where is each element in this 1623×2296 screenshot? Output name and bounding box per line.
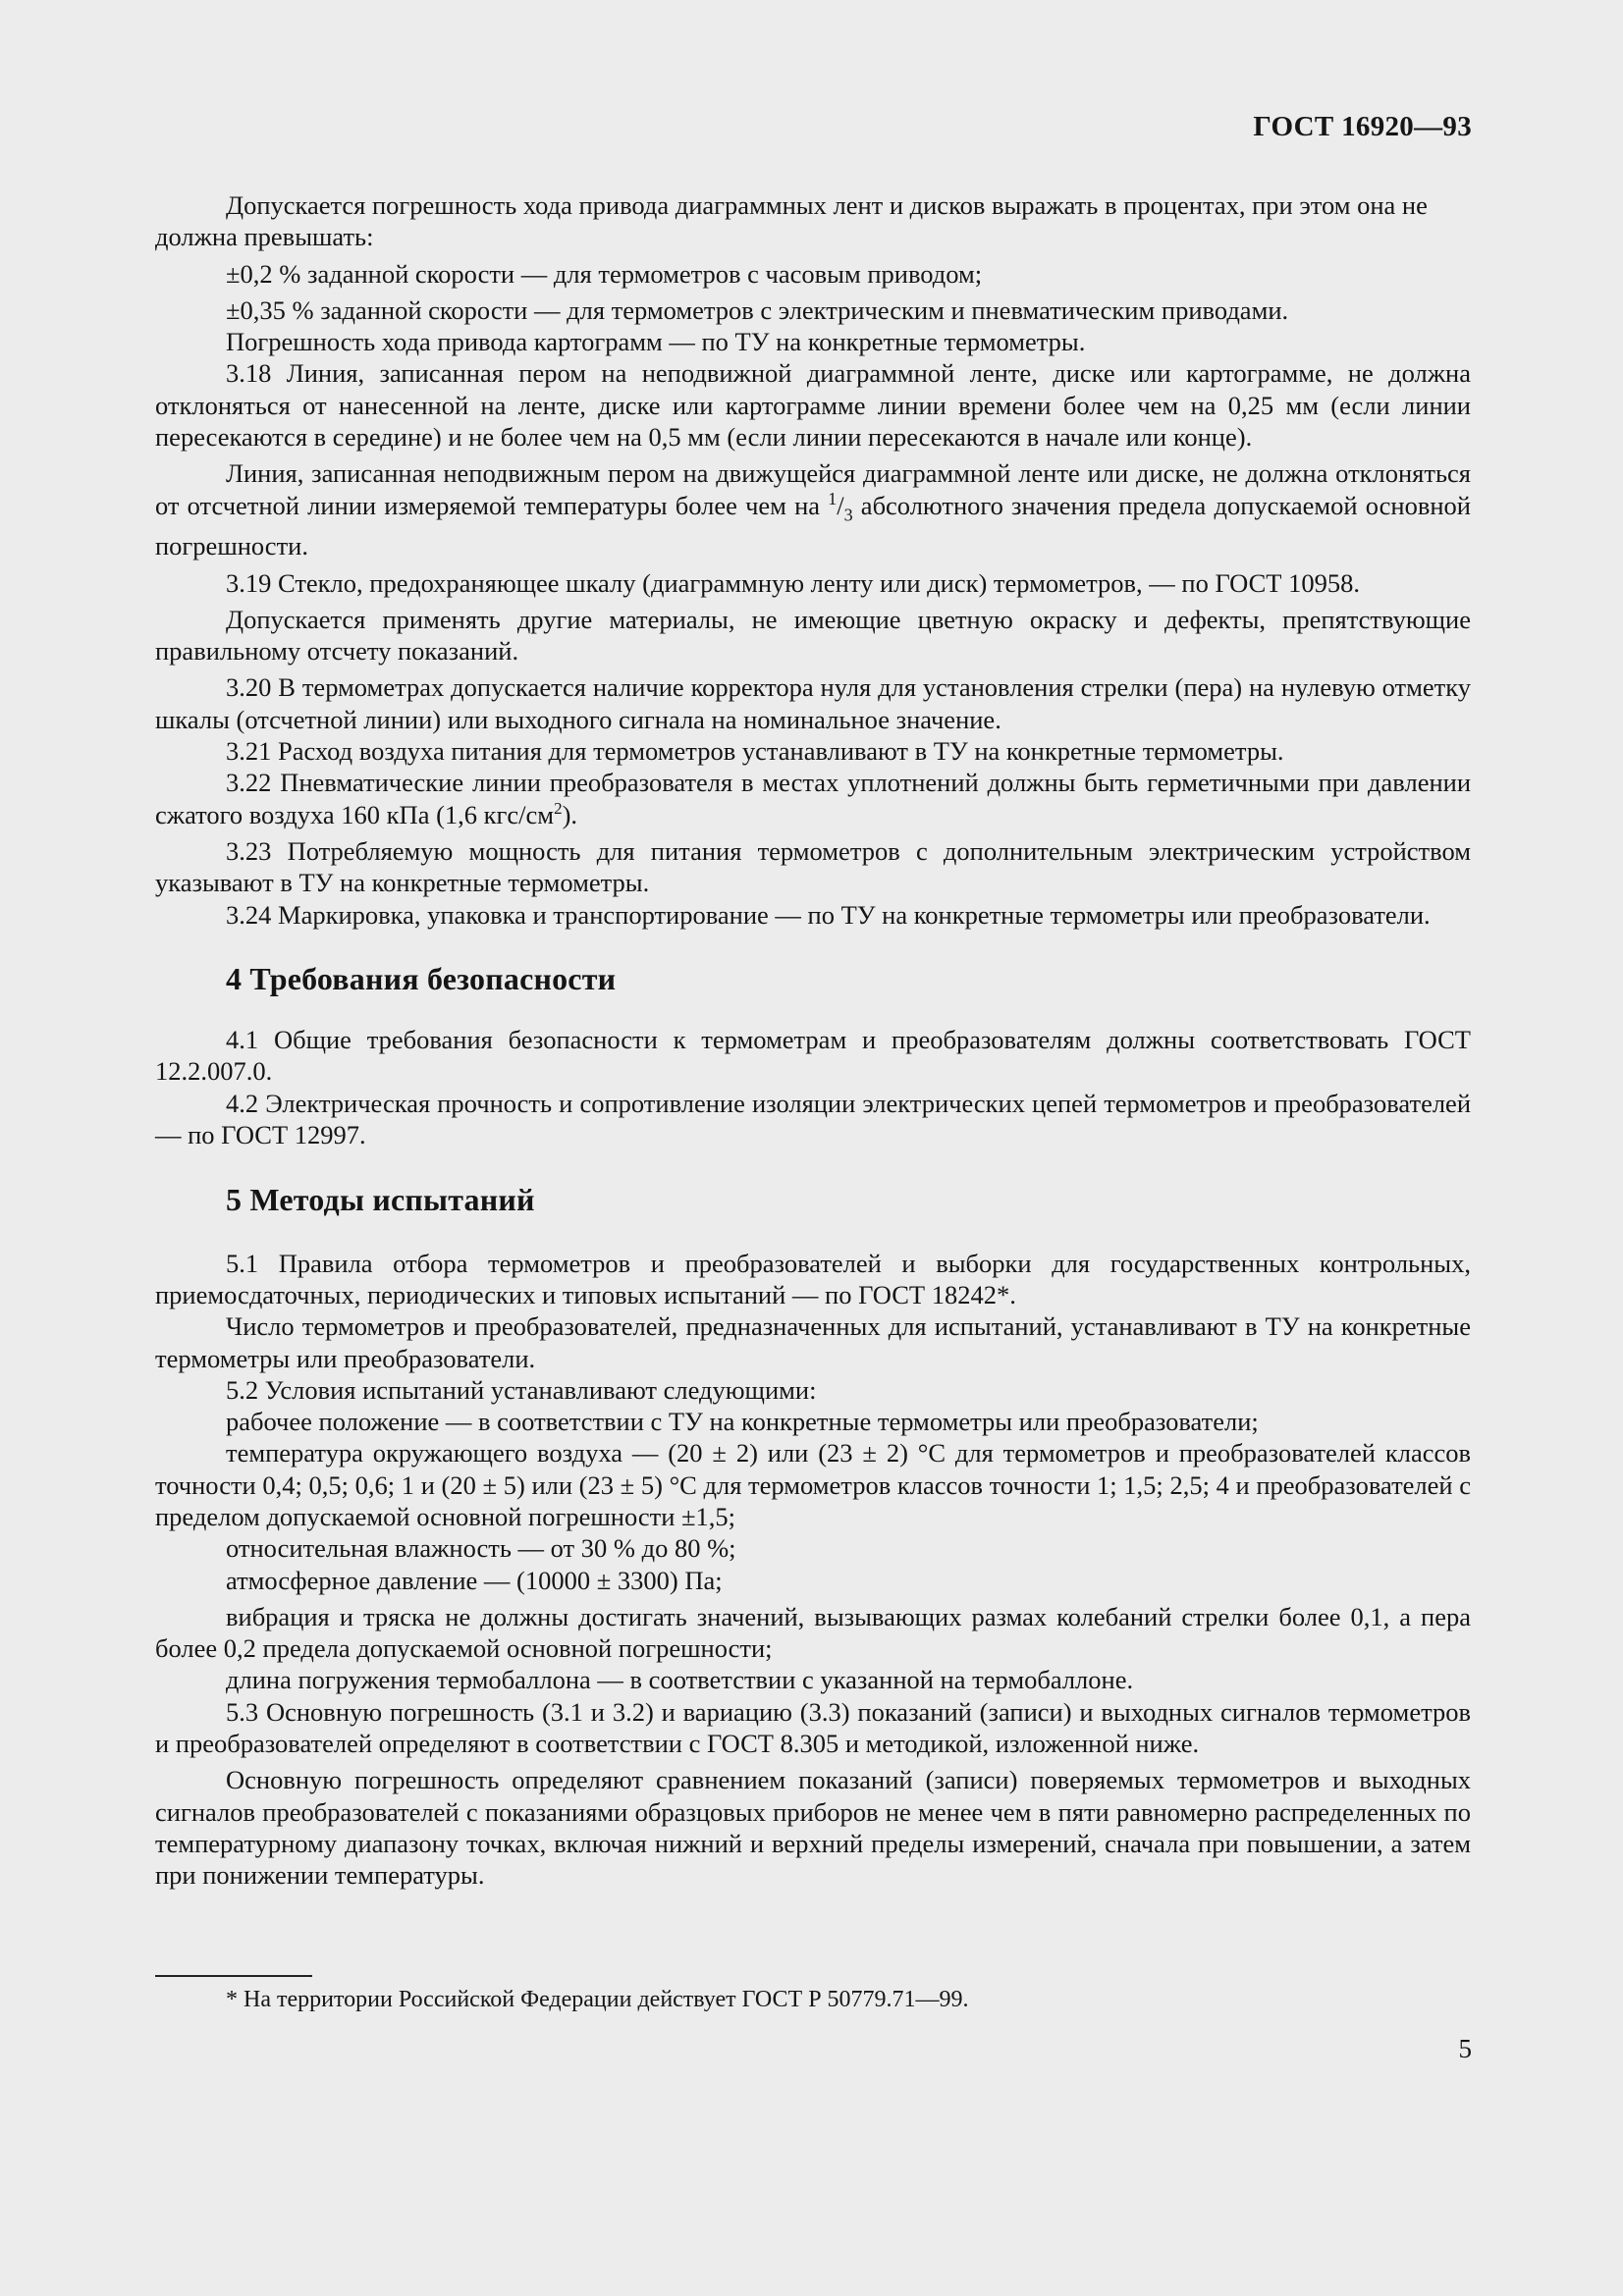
pressure-exponent: 2 [554,798,563,818]
paragraph-pressure: атмосферное давление — (10000 ± 3300) Па; [226,1565,723,1595]
footnote-divider [155,1975,312,1977]
paragraph-sample-count: Число термометров и преобразователей, предназначенных для испытаний, устанавливают в ТУ на конкретные термометры или преобразователи. [155,1311,1471,1373]
paragraph-4-2: 4.2 Электрическая прочность и сопротивление изоляции электрических цепей термометров и преобразователей — по ГОСТ 12997. [155,1088,1471,1150]
pressure-text-before: 3.22 Пневматические линии преобразователя в местах уплотнений должны быть герметичными при давлении сжатого воздуха 160 кПа (1,6 кгс/см [155,768,1471,829]
fraction-line-text-after: абсолютного значения предела допускаемой основной погрешности. [155,490,1471,561]
fraction-slash: / [837,490,844,520]
paragraph-3-21: 3.21 Расход воздуха питания для термометров устанавливают в ТУ на конкретные термометры. [226,736,1284,767]
footnote: * На территории Российской Федерации действует ГОСТ Р 50779.71—99. [226,1987,969,2012]
paragraph-fixed-pen-line [155,457,1471,561]
fraction-line-text-before: Линия, записанная неподвижным пером на движущейся диаграммной ленте или диске, не должна отклоняться от отсчетной линии измеряемой температуры более чем на [155,458,1471,520]
one-third-fraction [828,488,853,524]
paragraph-3-22 [155,767,1471,830]
paragraph-5-3: 5.3 Основную погрешность (3.1 и 3.2) и вариацию (3.3) показаний (записи) и выходных сигналов термометров и преобразователей определяют в соответствии с ГОСТ 8.305 и методикой, изложенной ниже. [155,1696,1471,1759]
paragraph-immersion-length: длина погружения термобаллона — в соответствии с указанной на термобаллоне. [226,1665,1134,1695]
fraction-numerator: 1 [828,488,838,508]
paragraph-humidity: относительная влажность — от 30 % до 80 %; [226,1533,736,1564]
pressure-text-after: ). [562,799,578,829]
section-5-heading: 5 Методы испытаний [226,1182,535,1218]
paragraph-drive-error-intro: Допускается погрешность хода привода диаграммных лент и дисков выражать в процентах, при этом она не должна превышать: [155,190,1428,252]
paragraph-3-23: 3.23 Потребляемую мощность для питания термометров с дополнительным электрическим устройством указывают в ТУ на конкретные термометры. [155,835,1471,898]
paragraph-chart-drive: Погрешность хода привода картограмм — по ТУ на конкретные термометры. [226,327,1086,357]
paragraph-clock-drive: ±0,2 % заданной скорости — для термометров с часовым приводом; [226,258,983,289]
paragraph-3-20: 3.20 В термометрах допускается наличие корректора нуля для установления стрелки (пера) на нулевую отметку шкалы (отсчетной линии) или выходного сигнала на номинальное значение. [155,672,1471,734]
section-4-heading: 4 Требования безопасности [226,960,617,996]
paragraph-basic-error-method: Основную погрешность определяют сравнением показаний (записи) поверяемых термометров и выходных сигналов преобразователей с показаниями образцовых приборов не менее чем в пяти равномерно распределенных по температурному диапазону точках, включая нижний и верхний пределы измерений, сначала при повышении, а затем при понижении температуры. [155,1765,1471,1891]
fraction-denominator: 3 [843,504,853,524]
paragraph-3-24: 3.24 Маркировка, упаковка и транспортирование — по ТУ на конкретные термометры или преобразователи. [226,899,1431,930]
paragraph-5-2: 5.2 Условия испытаний устанавливают следующими: [226,1374,817,1405]
paragraph-5-1: 5.1 Правила отбора термометров и преобразователей и выборки для государственных контрольных, приемосдаточных, периодических и типовых испытаний — по ГОСТ 18242*. [155,1248,1471,1309]
document-body [155,189,1471,1892]
paragraph-ambient-temperature: температура окружающего воздуха — (20 ± 2) или (23 ± 2) °С для термометров и преобразователей классов точности 0,4; 0,5; 0,6; 1 и (20 ± 5) или (23 ± 5) °С для термометров классов точности 1; 1,5; 2,5; 4 и преобразователей с пределом допускаемой основной погрешности ±1,5; [155,1438,1471,1531]
paragraph-4-1: 4.1 Общие требования безопасности к термометрам и преобразователям должны соответствовать ГОСТ 12.2.007.0. [155,1025,1471,1087]
page-number: 5 [1458,2034,1472,2063]
paragraph-3-18: 3.18 Линия, записанная пером на неподвижной диаграммной ленте, диске или картограмме, не должна отклоняться от нанесенной на ленте, диске или картограмме линии времени более чем на 0,25 мм (если линии пересекаются в середине) и не более чем на 0,5 мм (если линии пересекаются в начале или конце). [155,358,1471,453]
paragraph-other-materials: Допускается применять другие материалы, не имеющие цветную окраску и дефекты, препятствующие правильному отсчету показаний. [155,604,1471,667]
paragraph-3-19: 3.19 Стекло, предохраняющее шкалу (диаграммную ленту или диск) термометров, — по ГОСТ 10958. [226,567,1360,598]
paragraph-electric-pneumatic-drive: ±0,35 % заданной скорости — для термометров с электрическим и пневматическим приводами. [226,294,1289,325]
document-id-header: ГОСТ 16920—93 [1253,111,1472,142]
paragraph-vibration: вибрация и тряска не должны достигать значений, вызывающих размах колебаний стрелки более 0,1, а пера более 0,2 предела допускаемой основной погрешности; [155,1601,1471,1664]
paragraph-working-position: рабочее положение — в соответствии с ТУ на конкретные термометры или преобразователи; [226,1407,1259,1437]
